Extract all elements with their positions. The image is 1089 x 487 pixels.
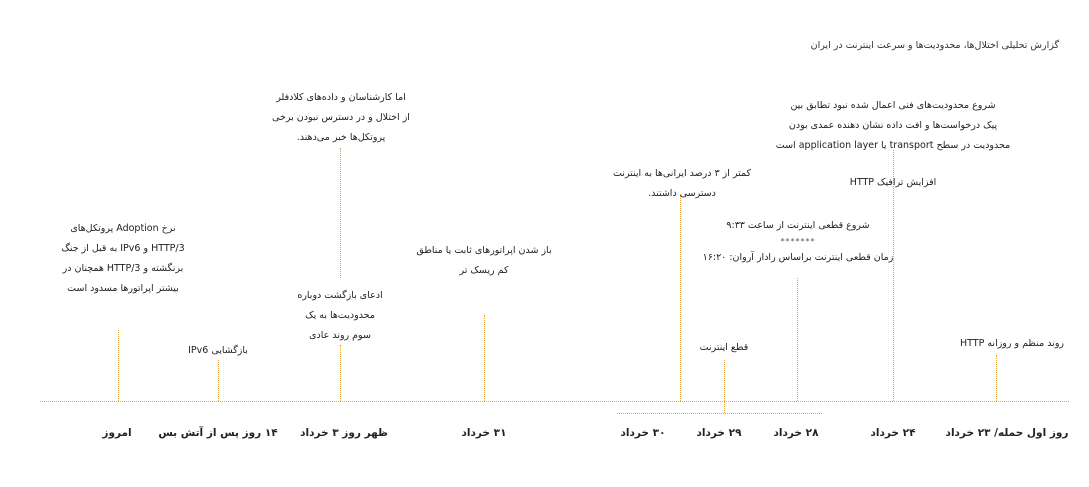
- event-note-fixed-operators: باز شدن اپراتورهای ثابت یا مناطق کم ریسک تر: [416, 245, 552, 276]
- date-label: ۲۸ خرداد: [773, 427, 819, 439]
- event-note-internet-cut: قطع اینترنت: [699, 342, 749, 353]
- date-label: امروز: [102, 427, 132, 439]
- stem-today: [118, 330, 119, 401]
- stem-29: [724, 360, 725, 413]
- date-label: ۲۹ خرداد: [696, 427, 742, 439]
- separator-stars: *******: [780, 237, 816, 246]
- timeline-range-bracket: [617, 413, 822, 414]
- date-label: ۲۴ خرداد: [870, 427, 916, 439]
- event-note-outage-time: شروع قطعی اینترنت از ساعت ۹:۳۳ ******* زمان قطعی اینترنت براساس رادار آروان: ۱۶:۲۰: [698, 216, 898, 268]
- stem-day3-b: [340, 345, 341, 401]
- event-note-http-increase: افزایش ترافیک HTTP: [849, 177, 937, 188]
- report-title: گزارش تحلیلی اختلال‌ها، محدودیت‌ها و سرعت اینترنت در ایران: [810, 40, 1059, 51]
- stem-day3-a: [340, 148, 341, 278]
- event-note-3-percent: کمتر از ۳ درصد ایرانی‌ها به اینترنت دسترسی داشتند.: [612, 168, 752, 199]
- event-note-http3-adoption: نرخ Adoption پروتکل‌های HTTP/3 و IPv6 به قبل از جنگ برنگشته و HTTP/3 همچنان در بیشتر اپراتورها مسدود است: [61, 223, 185, 294]
- date-label: ظهر روز ۳ خرداد: [300, 427, 388, 439]
- stem-23: [996, 355, 997, 401]
- date-label: ۳۱ خرداد: [461, 427, 507, 439]
- stem-ipv6: [218, 360, 219, 401]
- timeline-axis: [40, 401, 1069, 402]
- stem-28: [797, 278, 798, 401]
- date-label: روز اول حمله/ ۲۳ خرداد: [945, 427, 1069, 439]
- event-note-ipv6-reopen: بازگشایی IPv6: [188, 345, 248, 356]
- event-note-restrictions-claim: ادعای بازگشت دوباره محدودیت‌ها به یک سوم روند عادی: [297, 290, 383, 341]
- event-note-cloudflare: اما کارشناسان و داده‌های کلادفلر از اختلال و در دسترس نبودن برخی پروتکل‌ها خبر می‌دهند.: [272, 92, 410, 143]
- event-note-technical-restrictions: شروع محدودیت‌های فنی اعمال شده نبود تطابق بین پیک درخواست‌ها و افت داده نشان دهنده عمدی بودن محدودیت در سطح transport یا application layer است: [775, 100, 1011, 151]
- date-label: ۳۰ خرداد: [620, 427, 666, 439]
- stem-30: [680, 195, 681, 401]
- stem-31: [484, 315, 485, 401]
- event-note-http-daily: روند منظم و روزانه HTTP: [960, 338, 1064, 349]
- date-label: ۱۴ روز پس از آتش بس: [158, 427, 278, 439]
